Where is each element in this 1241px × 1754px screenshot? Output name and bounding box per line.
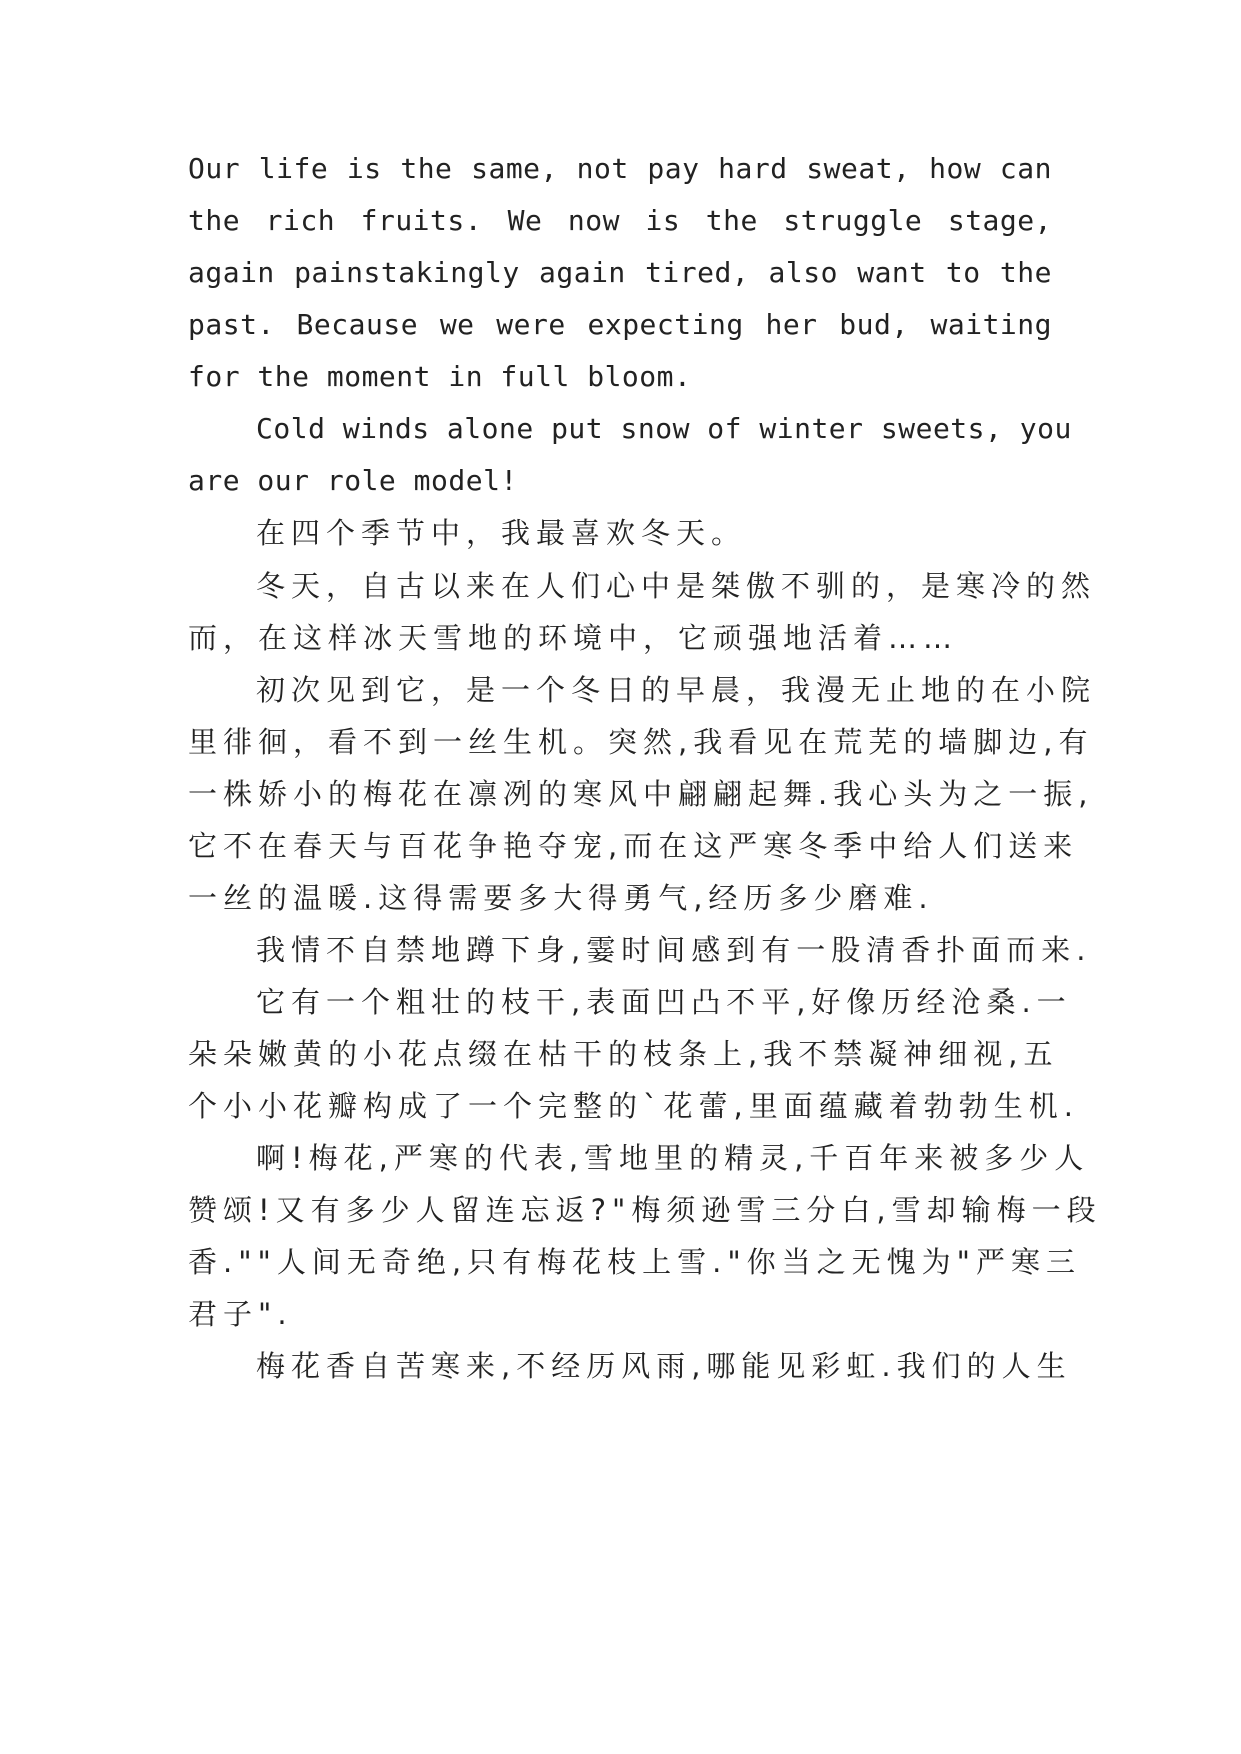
text-line: 香.""人间无奇绝,只有梅花枝上雪."你当之无愧为"严寒三 [188,1245,1082,1279]
text-line: Cold winds alone put snow of winter sweets, you [256,412,1072,445]
text-line: 赞颂!又有多少人留连忘返?"梅须逊雪三分白,雪却输梅一段 [188,1193,1102,1227]
text-line: 一丝的温暖.这得需要多大得勇气,经历多少磨难. [188,881,934,915]
text-line: 我情不自禁地蹲下身,霎时间感到有一股清香扑面而来. [256,933,1092,967]
text-line: 在四个季节中，我最喜欢冬天。 [256,516,747,550]
text-line: the rich fruits. We now is the struggle stage, [188,204,1052,237]
text-line: 君子". [188,1297,293,1331]
text-line: 个小小花瓣构成了一个完整的`花蕾,里面蕴藏着勃勃生机. [188,1089,1079,1123]
text-line: Our life is the same, not pay hard sweat, how can [188,152,1052,185]
text-line: are our role model! [188,464,518,497]
text-line: 啊!梅花,严寒的代表,雪地里的精灵,千百年来被多少人 [256,1141,1090,1175]
text-line: 里徘徊，看不到一丝生机。突然,我看见在荒芜的墙脚边,有 [188,725,1094,759]
text-line: 初次见到它，是一个冬日的早晨，我漫无止地的在小院 [256,673,1097,707]
text-line: 冬天，自古以来在人们心中是桀傲不驯的，是寒冷的然 [256,569,1097,603]
text-line: 而，在这样冰天雪地的环境中，它顽强地活着…… [188,621,959,655]
text-line: 梅花香自苦寒来,不经历风雨,哪能见彩虹.我们的人生 [256,1349,1072,1383]
text-line: for the moment in full bloom. [188,360,692,393]
text-line: 朵朵嫩黄的小花点缀在枯干的枝条上,我不禁凝神细视,五 [188,1037,1059,1071]
text-line: 一株娇小的梅花在凛冽的寒风中翩翩起舞.我心头为之一振, [188,777,1094,811]
text-line: 它有一个粗壮的枝干,表面凹凸不平,好像历经沧桑.一 [256,985,1072,1019]
text-line: past. Because we were expecting her bud, waiting [188,308,1052,341]
text-line: again painstakingly again tired, also want to the [188,256,1052,289]
text-line: 它不在春天与百花争艳夺宠,而在这严寒冬季中给人们送来 [188,829,1079,863]
